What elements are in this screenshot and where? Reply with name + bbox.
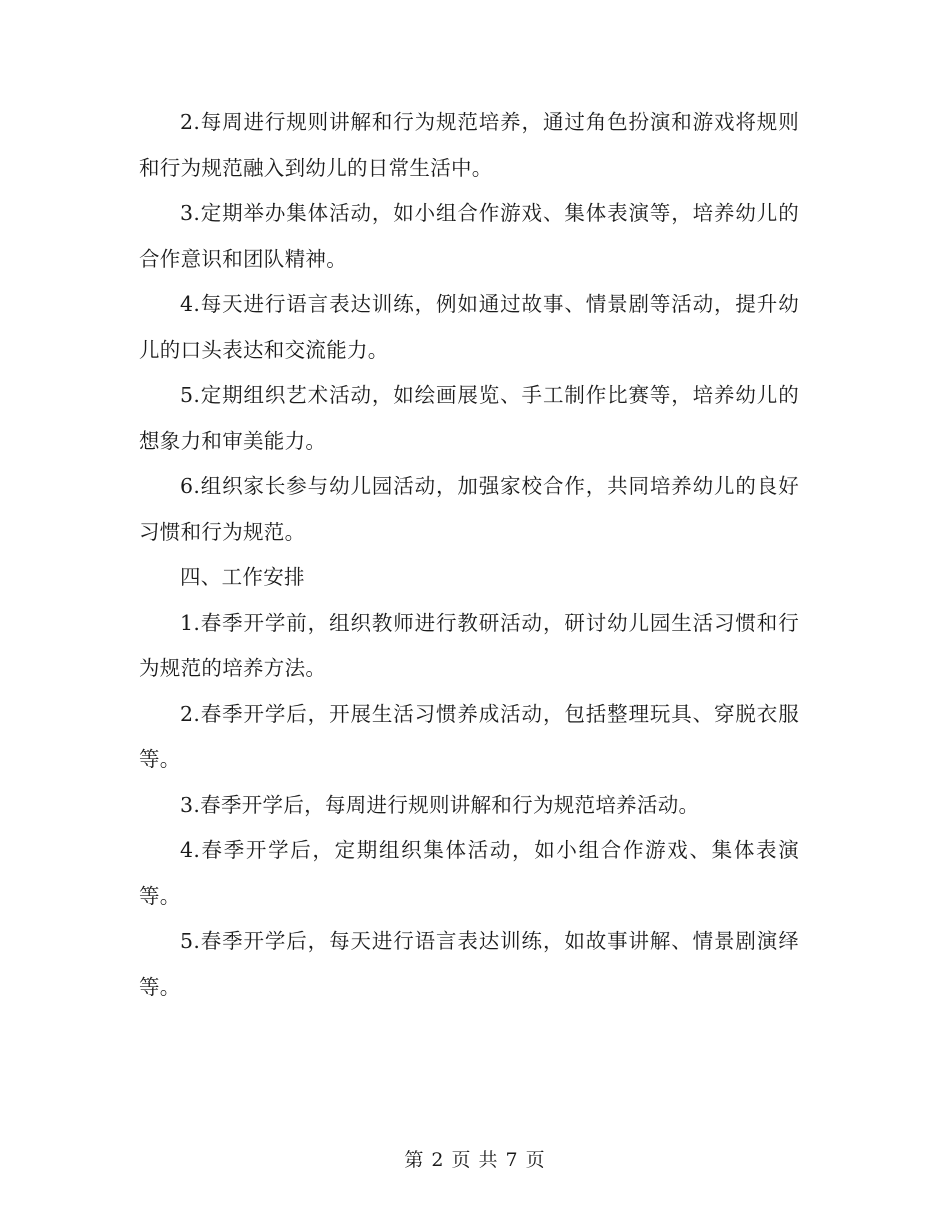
paragraph-item-6: 6.组织家长参与幼儿园活动，加强家校合作，共同培养幼儿的良好习惯和行为规范。 bbox=[139, 474, 799, 544]
paragraph-item-4: 4.每天进行语言表达训练，例如通过故事、情景剧等活动，提升幼儿的口头表达和交流能力。 bbox=[139, 292, 799, 362]
page-number-footer: 第 2 页 共 7 页 bbox=[404, 1149, 546, 1171]
paragraph-item-2: 2.每周进行规则讲解和行为规范培养，通过角色扮演和游戏将规则和行为规范融入到幼儿的日常生活中。 bbox=[139, 110, 799, 180]
section-heading-work-arrangement: 四、工作安排 bbox=[180, 565, 305, 589]
document-body bbox=[139, 100, 799, 1010]
arrangement-item-1: 1.春季开学前，组织教师进行教研活动，研讨幼儿园生活习惯和行为规范的培养方法。 bbox=[139, 610, 799, 680]
arrangement-item-5: 5.春季开学后，每天进行语言表达训练，如故事讲解、情景剧演绎等。 bbox=[139, 929, 799, 999]
arrangement-item-4: 4.春季开学后，定期组织集体活动，如小组合作游戏、集体表演等。 bbox=[139, 838, 799, 908]
paragraph-item-5: 5.定期组织艺术活动，如绘画展览、手工制作比赛等，培养幼儿的想象力和审美能力。 bbox=[139, 383, 799, 453]
arrangement-item-3: 3.春季开学后，每周进行规则讲解和行为规范培养活动。 bbox=[180, 792, 700, 817]
arrangement-item-2: 2.春季开学后，开展生活习惯养成活动，包括整理玩具、穿脱衣服等。 bbox=[139, 701, 799, 771]
paragraph-item-3: 3.定期举办集体活动，如小组合作游戏、集体表演等，培养幼儿的合作意识和团队精神。 bbox=[139, 201, 799, 271]
